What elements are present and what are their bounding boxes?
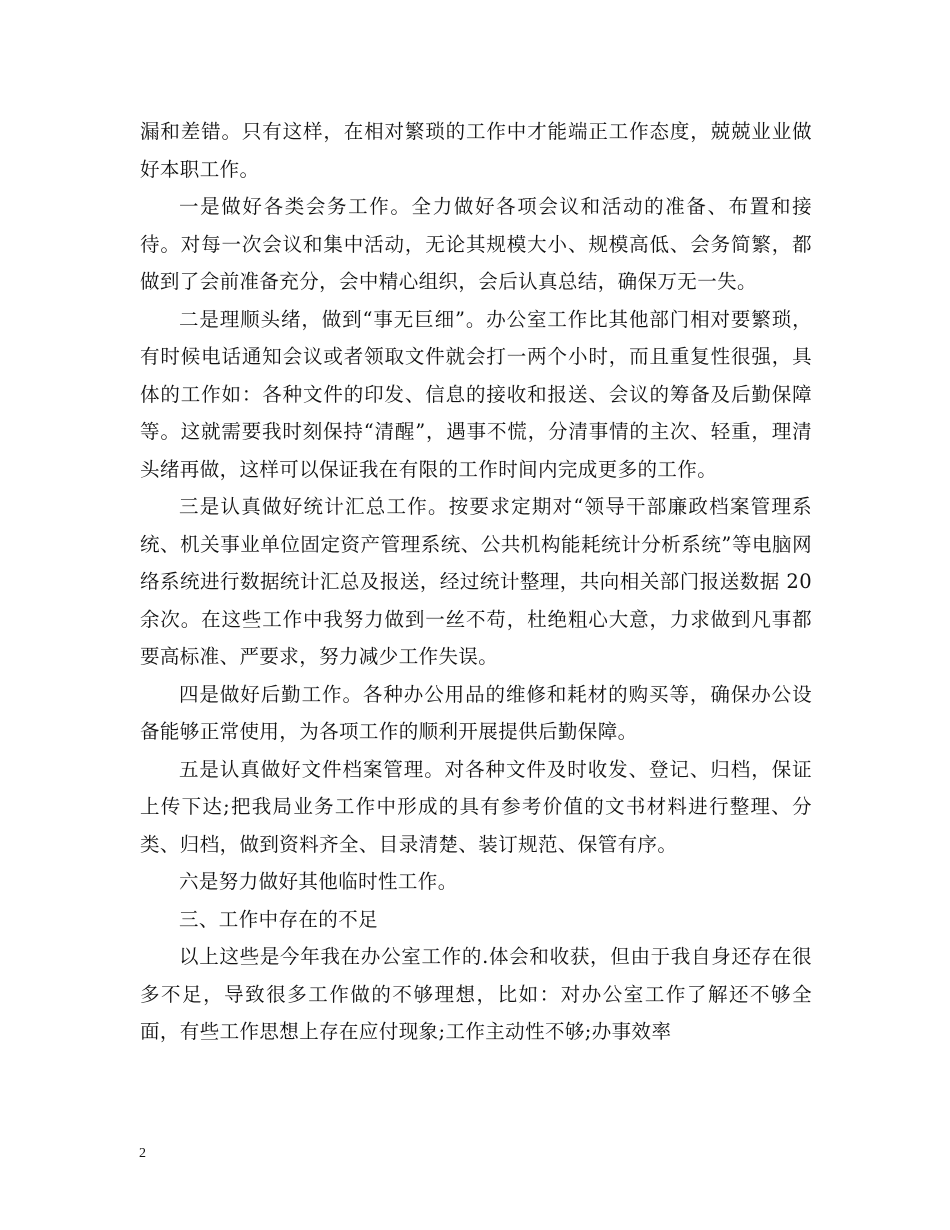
paragraph-archive-management: 五是认真做好文件档案管理。对各种文件及时收发、登记、归档，保证上传下达;把我局业务工作中形成的具有参考价值的文书材料进行整理、分类、归档，做到资料齐全、目录清楚、装订规范、保管有序。 [140,757,812,856]
paragraph-organize-tasks: 二是理顺头绪，做到“事无巨细”。办公室工作比其他部门相对要繁琐，有时候电话通知会议或者领取文件就会打一两个小时，而且重复性很强，具体的工作如：各种文件的印发、信息的接收和报送、会议的筹备及后勤保障等。这就需要我时刻保持“清醒”，遇事不慌，分清事情的主次、轻重，理清头绪再做，这样可以保证我在有限的工作时间内完成更多的工作。 [140,307,812,481]
paragraph-temporary-work: 六是努力做好其他临时性工作。 [179,870,458,893]
paragraph-continuation: 漏和差错。只有这样，在相对繁琐的工作中才能端正工作态度，兢兢业业做好本职工作。 [140,120,812,181]
paragraph-shortcomings: 以上这些是今年我在办公室工作的.体会和收获，但由于我自身还存在很多不足，导致很多工作做的不够理想，比如：对办公室工作了解还不够全面，有些工作思想上存在应付现象;工作主动性不够;办事效率 [140,945,812,1043]
document-body [140,113,812,1051]
paragraph-logistics-work: 四是做好后勤工作。各种办公用品的维修和耗材的购买等，确保办公设备能够正常使用，为各项工作的顺利开展提供后勤保障。 [140,682,812,743]
paragraph-meeting-work: 一是做好各类会务工作。全力做好各项会议和活动的准备、布置和接待。对每一次会议和集中活动，无论其规模大小、规模高低、会务简繁，都做到了会前准备充分，会中精心组织，会后认真总结，确保万无一失。 [140,195,812,293]
section-heading-shortcomings: 三、工作中存在的不足 [179,907,379,931]
paragraph-statistics-work: 三是认真做好统计汇总工作。按要求定期对“领导干部廉政档案管理系统、机关事业单位固定资产管理系统、公共机构能耗统计分析系统”等电脑网络系统进行数据统计汇总及报送，经过统计整理，共向相关部门报送数据 20 余次。在这些工作中我努力做到一丝不苟，杜绝粗心大意，力求做到凡事都要高标准、严要求，努力减少工作失误。 [140,495,812,668]
page-number: 2 [139,1146,146,1161]
